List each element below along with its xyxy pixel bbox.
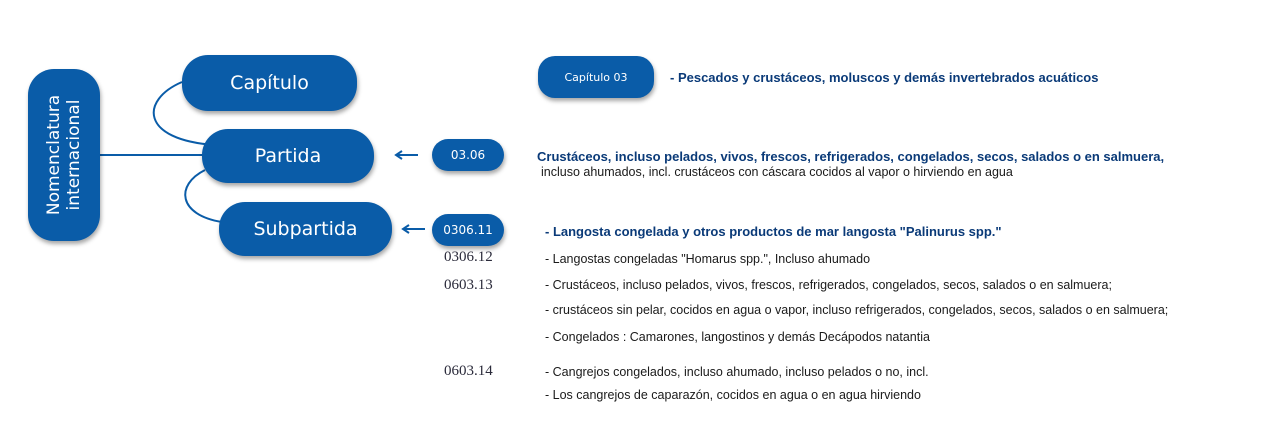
subcode-text-4: - Cangrejos congelados, incluso ahumado, incluso pelados o no, incl.: [545, 365, 929, 379]
subcode-text-0: - Langostas congeladas "Homarus spp.", Incluso ahumado: [545, 252, 871, 266]
subcode-0: 0306.12: [444, 249, 493, 265]
subpartida-code-badge: 0306.11: [432, 214, 504, 246]
subcode-text-2: - crustáceos sin pelar, cocidos en agua o vapor, incluso refrigerados, congelados, secos, salados o en salmuera;: [545, 303, 1169, 317]
subcode-1: 0603.13: [444, 277, 493, 293]
partida-description-line2: incluso ahumados, incl. crustáceos con cáscara cocidos al vapor o hirviendo en agua: [541, 165, 1013, 179]
capitulo-node: Capítulo: [182, 55, 357, 111]
partida-description-line1: Crustáceos, incluso pelados, vivos, frescos, refrigerados, congelados, secos, salados o en salmuera,: [537, 149, 1165, 164]
nomenclatura-node: [28, 69, 100, 241]
capitulo-description: - Pescados y crustáceos, moluscos y demás invertebrados acuáticos: [670, 70, 1099, 85]
partida-code-badge: 03.06: [432, 139, 504, 171]
subpartida-node: Subpartida: [219, 202, 392, 256]
subcode-text-5: - Los cangrejos de caparazón, cocidos en agua o en agua hirviendo: [545, 388, 921, 402]
subcode-text-3: - Congelados : Camarones, langostinos y demás Decápodos natantia: [545, 330, 930, 344]
subcode-text-1: - Crustáceos, incluso pelados, vivos, frescos, refrigerados, congelados, secos, salados o en salmuera;: [545, 278, 1112, 292]
root-line1: Nomenclatura: [44, 94, 64, 216]
partida-node: Partida: [202, 129, 374, 183]
subcode-4: 0603.14: [444, 363, 493, 379]
subpartida-description: - Langosta congelada y otros productos de mar langosta "Palinurus spp.": [545, 224, 1002, 239]
root-line2: internacional: [64, 99, 84, 211]
capitulo-code-badge: Capítulo 03: [538, 56, 654, 98]
